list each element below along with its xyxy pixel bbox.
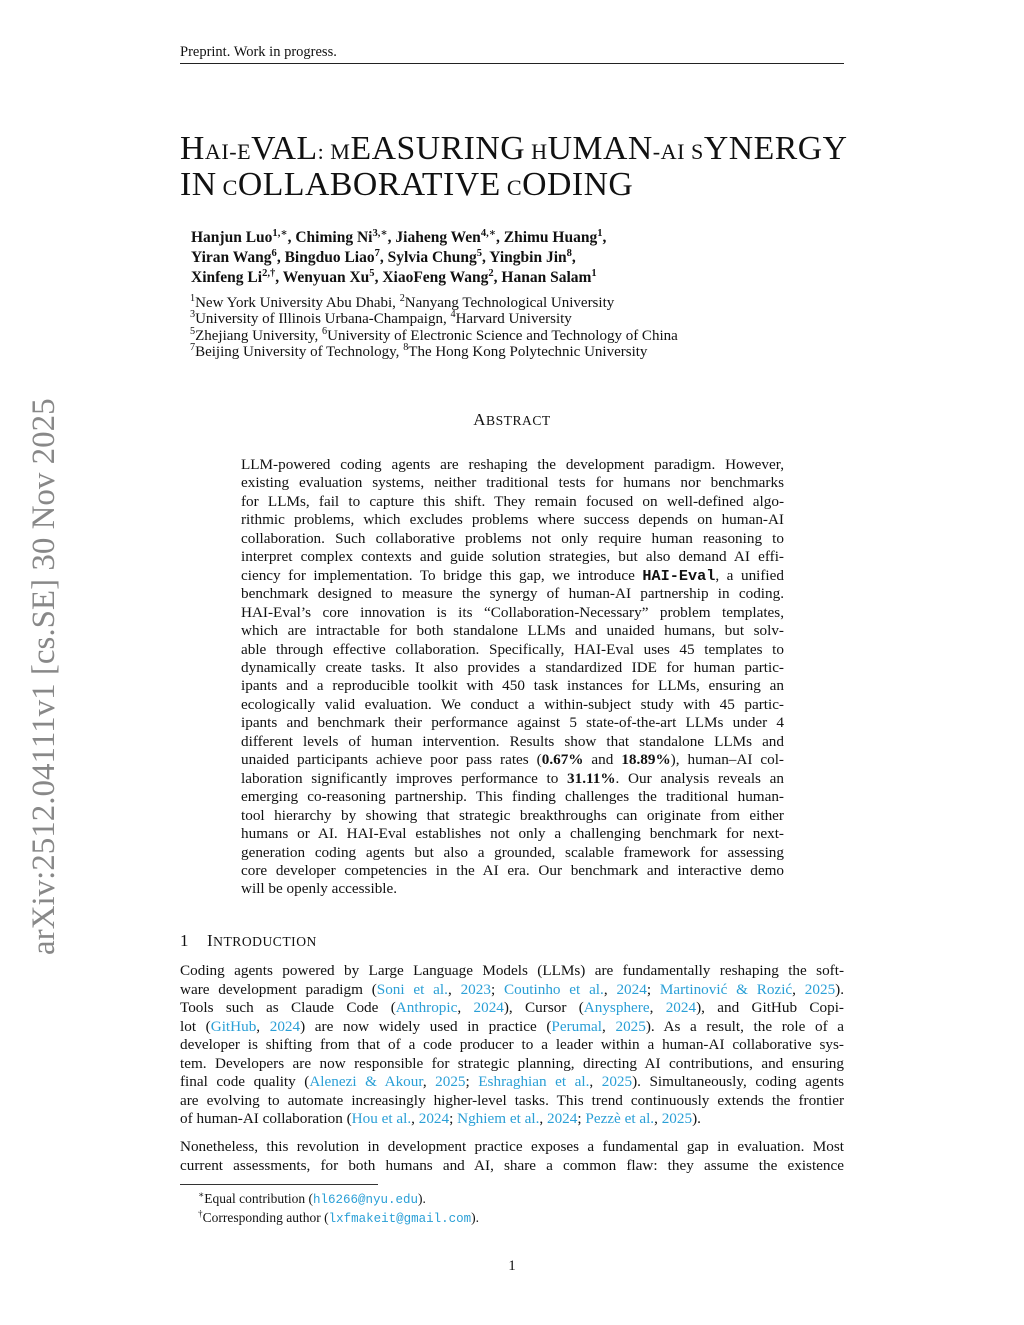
abstract-text: ), human–AI col- — [670, 751, 784, 769]
abstract-text: and — [583, 751, 622, 769]
section-heading-introduction — [180, 931, 317, 951]
abstract-line — [241, 585, 784, 603]
author-name: Hanan Salam — [501, 269, 592, 286]
abstract-text: collaboration. Such collaborative problems not only require human reasoning to — [241, 529, 784, 547]
author-affil-mark: 2,† — [262, 267, 276, 279]
abstract-text: will be openly accessible. — [241, 880, 398, 898]
paragraph-text: ). As a result, the role of a — [645, 1017, 845, 1035]
author-name: Jiaheng Wen — [395, 229, 481, 246]
citation-link[interactable]: Alenezi & Akour — [309, 1073, 423, 1090]
paragraph-text: ). Simultaneously, coding agents — [632, 1073, 844, 1090]
abstract-line — [241, 456, 784, 474]
abstract-line — [241, 548, 784, 566]
paragraph-text: ; — [490, 980, 504, 998]
citation-link[interactable]: 2024 — [665, 999, 697, 1016]
title-fragment: : M — [317, 139, 351, 164]
title-fragment: ODING — [522, 166, 634, 203]
paragraph-text: , — [654, 1110, 662, 1127]
paragraph-text: , — [457, 999, 474, 1016]
title-fragment: YNERGY — [703, 130, 848, 167]
abstract-text: ecologically valid evaluation. We conduct a within-subject study with 45 partic- — [241, 695, 784, 713]
author-affil-mark: 1 — [597, 227, 603, 239]
intro-paragraph-1 — [180, 962, 844, 1129]
author-name: Hanjun Luo — [191, 229, 273, 246]
paragraph-text: , — [589, 1073, 602, 1090]
separator: , — [602, 229, 607, 246]
abstract-line — [241, 770, 784, 788]
paragraph-text: Nonetheless, this revolution in development practice exposes a fundamental gap in evaluation. Most — [180, 1138, 844, 1155]
paragraph-line — [180, 1073, 844, 1092]
citation-link[interactable]: Martinović & Rozić — [659, 980, 793, 998]
affil-name: Nanyang Technological University — [404, 295, 615, 311]
author-name: Sylvia Chung — [387, 249, 477, 266]
paragraph-text: ware development paradigm ( — [180, 980, 377, 998]
affiliation-line — [190, 295, 830, 311]
citation-link[interactable]: 2025 — [601, 1073, 633, 1090]
author-affil-mark: 8 — [566, 247, 572, 259]
abstract-text: ciency for implementation. To bridge this gap, we introduce — [241, 566, 643, 584]
author-name: Zhimu Huang — [503, 229, 598, 246]
abstract-text: HAI-Eval’s core innovation is its “Collaboration-Necessary” problem templates, — [241, 603, 784, 621]
paragraph-text: Coding agents powered by Large Language Models (LLMs) are fundamentally reshaping the soft- — [180, 962, 844, 979]
affil-name: University of Electronic Science and Technology of China — [327, 327, 678, 344]
paragraph-text: , — [602, 1017, 616, 1035]
paragraph-text: ). — [692, 1110, 701, 1127]
heading-initial: I — [207, 931, 214, 950]
separator: , — [493, 269, 502, 286]
stat-value: 31.11% — [567, 769, 616, 787]
heading-rest: NTRODUCTION — [213, 934, 317, 949]
affil-name: New York University Abu Dhabi, — [195, 295, 400, 311]
abstract-line — [241, 641, 784, 659]
affiliation-line — [190, 311, 830, 327]
separator: , — [496, 229, 504, 246]
abstract-text: emerging co-reasoning partnership. This finding challenges the traditional human- — [241, 788, 784, 806]
heading-initial: A — [473, 410, 487, 429]
citation-link[interactable]: 2025 — [615, 1017, 646, 1035]
separator: , — [571, 249, 576, 266]
separator: , — [482, 249, 490, 266]
paragraph-text: ; — [449, 1110, 458, 1127]
author-name: Wenyuan Xu — [282, 269, 370, 286]
heading-rest: BSTRACT — [486, 413, 551, 428]
paragraph-line — [180, 1036, 844, 1055]
abstract-line — [241, 530, 784, 548]
abstract-text: benchmark designed to measure the synergy of human-AI partnership in coding. — [241, 585, 784, 603]
author-name: Yingbin Jin — [489, 249, 567, 266]
abstract-text: able through effective collaboration. Specifically, HAI-Eval uses 45 templates to — [241, 640, 784, 658]
citation-link[interactable]: Soni et al. — [376, 980, 448, 998]
paragraph-text: , — [411, 1110, 419, 1127]
affil-mark: 8 — [403, 341, 409, 353]
footnote-text: Equal contribution ( — [204, 1191, 313, 1206]
citation-link[interactable]: Coutinho et al. — [503, 980, 604, 998]
paragraph-line — [180, 1138, 844, 1157]
title-fragment: C — [216, 175, 238, 200]
citation-link[interactable]: Pezzè et al. — [585, 1110, 655, 1127]
citation-link[interactable]: Anthropic — [395, 999, 458, 1016]
author-affil-mark: 4,∗ — [480, 227, 496, 239]
abstract-text: , a unified — [715, 566, 784, 584]
separator: , — [374, 269, 383, 286]
paragraph-text: , — [539, 1110, 547, 1127]
citation-link[interactable]: Nghiem et al. — [457, 1110, 540, 1127]
abstract-text: interpret complex contexts and guide solution strategies, but also demand AI effi- — [241, 548, 784, 566]
paragraph-text: tem. Developers are now responsible for strategic planning, directing AI contributions, and ensuring — [180, 1054, 844, 1072]
footnote-rule — [180, 1184, 378, 1185]
author-name: Xinfeng Li — [191, 269, 263, 286]
author-affil-mark: 1 — [591, 267, 597, 279]
citation-link[interactable]: 2024 — [616, 980, 647, 998]
intro-paragraph-2 — [180, 1138, 844, 1175]
abstract-line — [241, 622, 784, 640]
paragraph-text: ), Cursor ( — [503, 999, 584, 1016]
citation-link[interactable]: Anysphere — [583, 999, 650, 1016]
stat-value: 0.67% — [541, 751, 584, 769]
abstract-text: laboration significantly improves performance to — [241, 769, 568, 787]
citation-link[interactable]: Eshraghian et al. — [478, 1073, 590, 1090]
author-affil-mark: 1,∗ — [272, 227, 288, 239]
paragraph-text: , — [447, 980, 461, 998]
citation-link[interactable]: 2024 — [269, 1017, 301, 1035]
affil-name: University of Illinois Urbana-Champaign, — [195, 311, 451, 328]
abstract-line — [241, 807, 784, 825]
abstract-line — [241, 659, 784, 677]
separator: , — [387, 229, 396, 246]
footnote — [198, 1209, 838, 1228]
paragraph-text: final code quality ( — [180, 1073, 310, 1090]
affil-mark: 2 — [399, 293, 405, 304]
paragraph-text: ) are now widely used in practice ( — [300, 1017, 552, 1035]
author-affil-mark: 5 — [476, 247, 483, 259]
abstract-text: generation coding agents but also a grounded, scalable framework for assessing — [241, 843, 784, 861]
title-fragment: VAL — [251, 130, 318, 167]
abstract-line — [241, 733, 784, 751]
affil-mark: 3 — [190, 309, 196, 321]
footnote-text: Corresponding author ( — [202, 1210, 329, 1225]
title-fragment: EASURING — [350, 130, 526, 167]
author-affil-mark: 2 — [488, 267, 494, 279]
author-affil-mark: 3,∗ — [372, 227, 388, 239]
paragraph-line — [180, 981, 844, 1000]
abstract-line — [241, 714, 784, 732]
paragraph-line — [180, 1092, 844, 1111]
title-fragment: -AI S — [652, 139, 704, 164]
paragraph-line — [180, 999, 844, 1018]
title-fragment: C — [500, 175, 523, 200]
abstract-text: tool hierarchy by showing that strategic breakthroughs can originate from either — [241, 806, 784, 824]
footnote-text: ). — [471, 1210, 479, 1225]
affiliation-line — [190, 325, 830, 344]
abstract-text: ipants and benchmark their performance against 5 state-of-the-art LLMs under 4 — [241, 714, 784, 732]
abstract-text: humans or AI. HAI-Eval establishes not only a challenging benchmark for next- — [241, 825, 784, 843]
abstract-line — [241, 493, 784, 511]
paragraph-line — [180, 1110, 844, 1129]
section-number: 1 — [180, 931, 189, 950]
paragraph-line — [180, 1157, 844, 1176]
abstract-text: core developer competencies in the AI era. Our benchmark and interactive demo — [241, 861, 784, 879]
abstract-text: ipants and a reproducible toolkit with 450 task instances for LLMs, ensuring an — [241, 677, 784, 695]
affil-mark: 7 — [190, 341, 196, 353]
author-name: XiaoFeng Wang — [382, 269, 489, 286]
email-link[interactable]: lxfmakeit@gmail.com — [328, 1212, 472, 1226]
footnote-text: ). — [418, 1191, 426, 1206]
abstract-line — [241, 567, 784, 585]
separator: , — [275, 269, 283, 286]
affil-name: The Hong Kong Polytechnic University — [408, 343, 648, 360]
abstract-body — [241, 456, 784, 899]
footnotes — [198, 1190, 838, 1228]
author-name: Bingduo Liao — [284, 249, 375, 266]
paragraph-text: , — [256, 1017, 270, 1035]
abstract-line — [241, 825, 784, 843]
paragraph-text: lot ( — [180, 1017, 211, 1035]
footnote — [198, 1190, 838, 1209]
paragraph-line — [180, 1055, 844, 1074]
abstract-text: rithmic problems, which excludes problems where success depends on human-AI — [241, 511, 784, 529]
abstract-line — [241, 511, 784, 529]
benchmark-name: HAI-Eval — [642, 566, 716, 585]
abstract-line — [241, 751, 784, 769]
citation-link[interactable]: 2025 — [435, 1073, 466, 1090]
paragraph-text: , — [792, 980, 805, 998]
citation-link[interactable]: GitHub — [210, 1017, 257, 1035]
citation-link[interactable]: Hou et al. — [351, 1110, 412, 1127]
affil-mark: 6 — [322, 325, 328, 337]
affil-mark: 5 — [190, 325, 196, 337]
author-affil-mark: 7 — [374, 247, 380, 259]
paragraph-text: ), and GitHub Copi- — [696, 999, 844, 1016]
abstract-text: . Our analysis reveals an — [615, 769, 784, 787]
footnote-mark: † — [198, 1208, 203, 1219]
affil-name: Zhejiang University, — [195, 327, 323, 344]
abstract-line — [241, 474, 784, 492]
separator: , — [287, 229, 296, 246]
citation-link[interactable]: 2023 — [460, 980, 491, 998]
citation-link[interactable]: 2024 — [418, 1110, 450, 1127]
citation-link[interactable]: 2024 — [473, 999, 504, 1016]
abstract-text: LLM-powered coding agents are reshaping the development paradigm. However, — [241, 456, 784, 473]
author-list — [191, 228, 831, 288]
paragraph-text: Tools such as Claude Code ( — [180, 999, 396, 1016]
citation-link[interactable]: Perumal — [551, 1017, 603, 1035]
paragraph-text: ; — [577, 1110, 586, 1127]
abstract-text: for LLMs, fail to capture this shift. They remain focused on well-defined algo- — [241, 492, 784, 510]
paragraph-line — [180, 962, 844, 981]
affil-name: Harvard University — [455, 311, 572, 328]
title-fragment: OLLABORATIVE — [237, 166, 501, 203]
title-fragment: H — [180, 130, 205, 167]
title-fragment: AI-E — [204, 139, 252, 164]
paragraph-text: of human-AI collaboration ( — [180, 1110, 352, 1127]
email-link[interactable]: hl6266@nyu.edu — [312, 1193, 418, 1207]
paper-title — [180, 130, 848, 204]
affiliations — [190, 295, 830, 360]
paragraph-text: ; — [646, 980, 660, 998]
abstract-line — [241, 862, 784, 880]
affil-mark: 4 — [450, 309, 456, 321]
title-fragment: UMAN — [547, 130, 653, 167]
arxiv-stamp: arXiv:2512.04111v1 [cs.SE] 30 Nov 2025 — [26, 398, 62, 955]
author-affil-mark: 5 — [369, 267, 375, 279]
paragraph-text: , — [649, 999, 666, 1016]
paragraph-text: ). — [835, 980, 845, 998]
abstract-line — [241, 696, 784, 714]
page-number: 1 — [508, 1258, 516, 1274]
paragraph-text: developer is shifting from that of a code producer to a leader within a human-AI collaborative sys- — [180, 1036, 844, 1053]
citation-link[interactable]: 2025 — [804, 980, 836, 998]
abstract-text: which are intractable for both standalone LLMs and unaided humans, but solv- — [241, 622, 784, 640]
abstract-line — [241, 677, 784, 695]
abstract-text: existing evaluation systems, neither traditional tests for humans nor benchmarks — [241, 474, 784, 492]
separator: , — [379, 249, 388, 266]
affil-name: Beijing University of Technology, — [195, 343, 404, 360]
abstract-heading — [0, 410, 1024, 430]
separator: , — [276, 249, 285, 266]
affiliation-line — [190, 341, 830, 360]
author-affil-mark: 6 — [271, 247, 277, 259]
paragraph-text: ; — [465, 1073, 479, 1090]
paragraph-text: , — [603, 980, 617, 998]
footnote-mark: ∗ — [198, 1189, 205, 1200]
abstract-text: unaided participants achieve poor pass rates ( — [241, 751, 542, 769]
citation-link[interactable]: 2025 — [661, 1110, 693, 1127]
stat-value: 18.89% — [621, 751, 671, 769]
paragraph-text: are evolving to automate increasingly higher-level tasks. This trend continuously extends the frontier — [180, 1091, 844, 1109]
paragraph-text: , — [422, 1073, 436, 1090]
affil-mark: 1 — [190, 293, 196, 304]
running-header: Preprint. Work in progress. — [180, 44, 844, 64]
paragraph-line — [180, 1018, 844, 1037]
title-fragment: IN — [180, 166, 217, 203]
abstract-line — [241, 880, 784, 898]
abstract-line — [241, 604, 784, 622]
author-name: Yiran Wang — [191, 249, 272, 266]
abstract-line — [241, 788, 784, 806]
title-fragment: H — [525, 139, 548, 164]
citation-link[interactable]: 2024 — [546, 1110, 578, 1127]
paragraph-text: current assessments, for both humans and AI, share a common flaw: they assume the existence — [180, 1156, 844, 1174]
author-name: Chiming Ni — [295, 229, 373, 246]
abstract-line — [241, 844, 784, 862]
abstract-text: dynamically create tasks. It also provides a standardized IDE for human partic- — [241, 658, 784, 676]
abstract-text: different levels of human intervention. Results show that standalone LLMs and — [241, 732, 784, 750]
